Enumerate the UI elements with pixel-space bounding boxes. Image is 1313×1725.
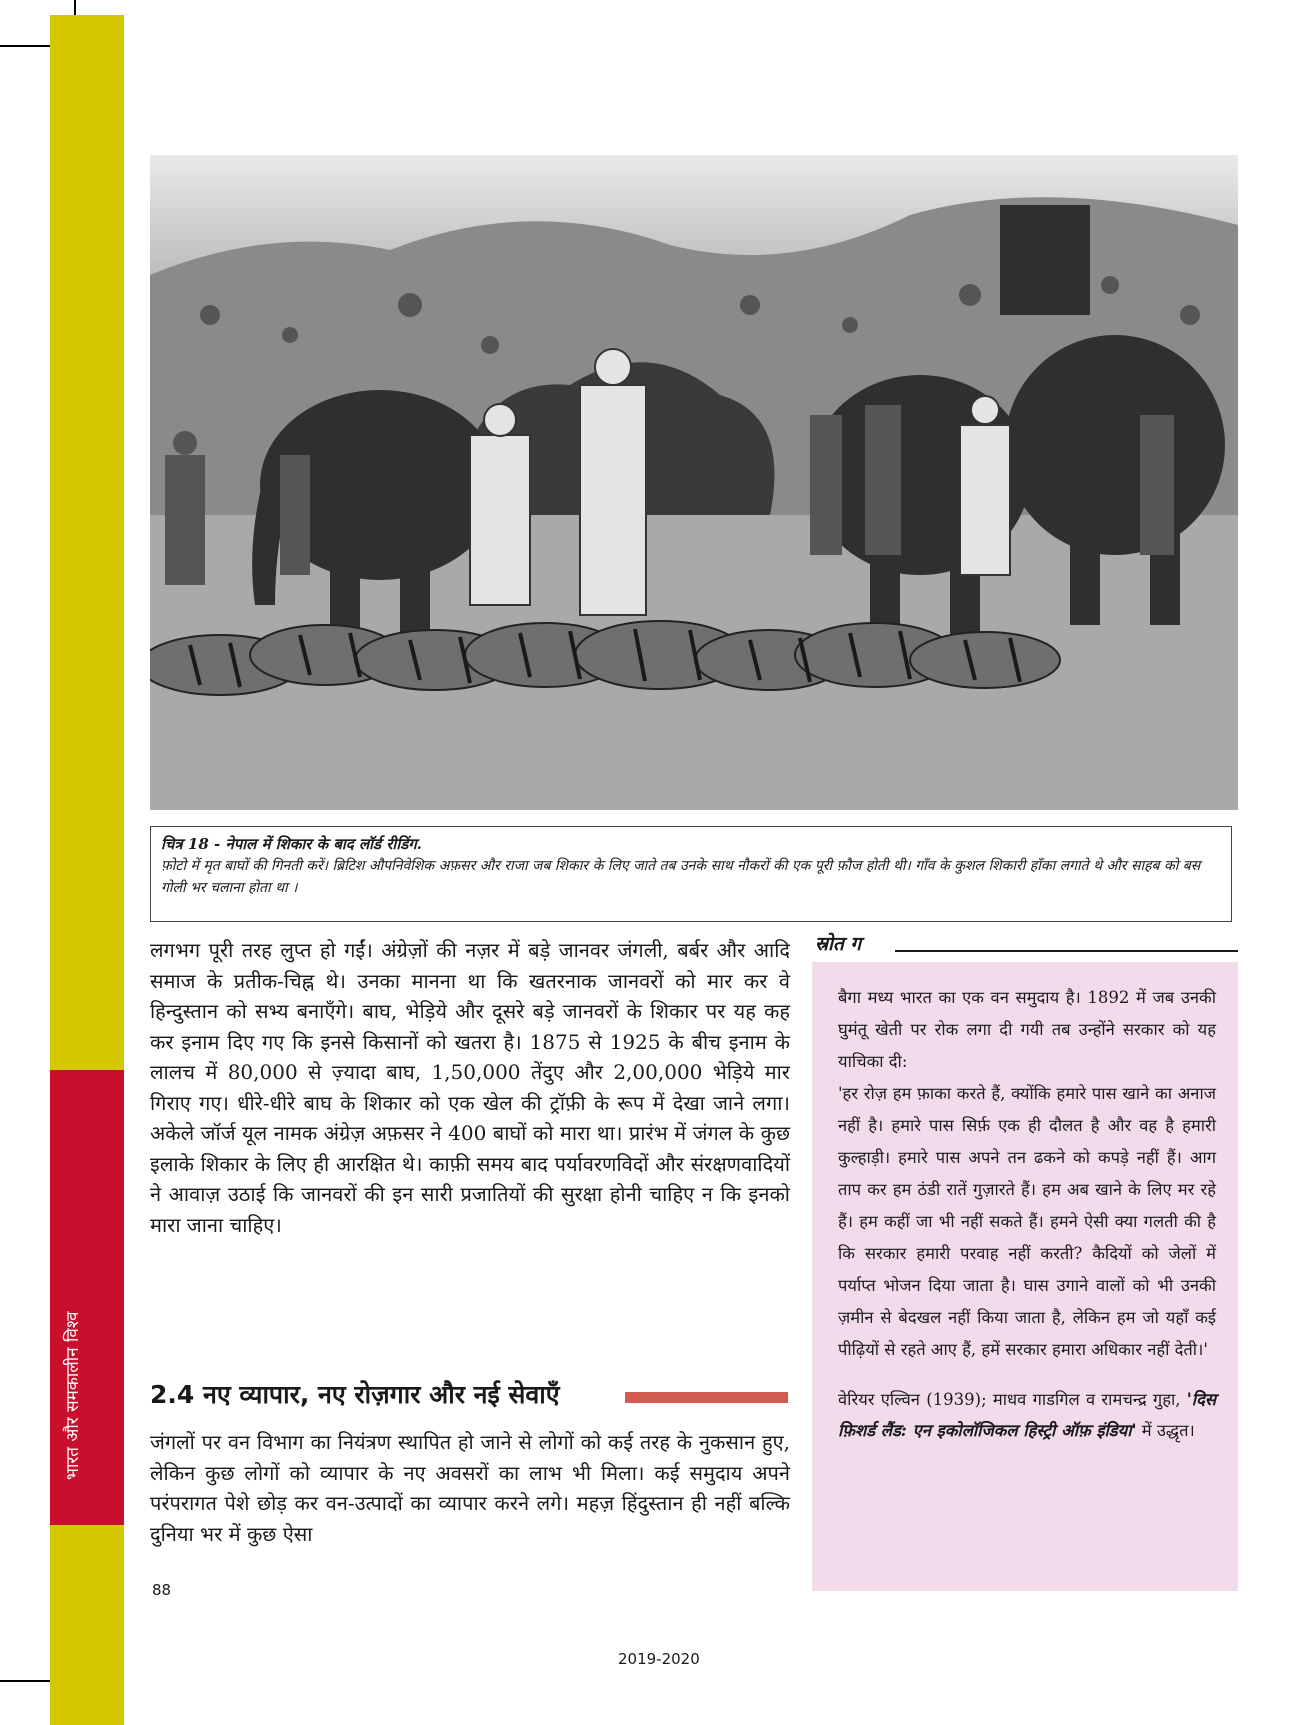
source-label: स्रोत ग [815, 933, 862, 955]
page-number: 88 [152, 1581, 172, 1599]
source-quote: 'हर रोज़ हम फ़ाका करते हैं, क्योंकि हमारे पास खाने का अनाज नहीं है। हमारे पास सिर्फ़ एक ही दौलत है और वह है हमारी कुल्हाड़ी। हमारे पास अपने तन ढकने को कपड़े नहीं हैं। आग ताप कर हम ठंडी रातें गुज़ारते हैं। हम अब खाने के लिए मर रहे हैं। हम कहीं जा भी नहीं सकते हैं। हमने ऐसी क्या गलती की है कि सरकार हमारी परवाह नहीं करती? कैदियों को जेलों में पर्याप्त भोजन दिया जाता है। घास उगाने वालों को भी उनकी ज़मीन से बेदखल नहीं किया जाता है, लेकिन हम जो यहाँ कई पीढ़ियों से रहते आए हैं, हमें सरकार हमारा अधिकार नहीं देती।' [838, 1084, 1216, 1359]
figure-caption-text: फ़ोटो में मृत बाघों की गिनती करें। ब्रिटिश औपनिवेशिक अफ़सर और राजा जब शिकार के लिए जाते तब उनके साथ नौकरों की एक पूरी फ़ौज होती थी। गाँव के कुशल शिकारी हाँका लगाते थे और साहब को बस गोली भर चलाना होता था । [161, 858, 1201, 896]
source-box [812, 962, 1238, 1591]
footer-year: 2019-2020 [618, 1650, 700, 1668]
body-paragraph-1: लगभग पूरी तरह लुप्त हो गईं। अंग्रेज़ों की नज़र में बड़े जानवर जंगली, बर्बर और आदि समाज के प्रतीक-चिह्न थे। उनका मानना था कि खतरनाक जानवरों को मार कर वे हिन्दुस्तान को सभ्य बनाएँगे। बाघ, भेड़िये और दूसरे बड़े जानवरों के शिकार पर यह कह कर इनाम दिए गए कि इनसे किसानों को खतरा है। 1875 से 1925 के बीच इनाम के लालच में 80,000 से ज़्यादा बाघ, 1,50,000 तेंदुए और 2,00,000 भेड़िये मार गिराए गए। धीरे-धीरे बाघ के शिकार को एक खेल की ट्रॉफ़ी के रूप में देखा जाने लगा। अकेले जॉर्ज यूल नामक अंग्रेज़ अफ़सर ने 400 बाघों को मारा था। प्रारंभ में जंगल के कुछ इलाके शिकार के लिए ही आरक्षित थे। काफ़ी समय बाद पर्यावरणविदों और संरक्षणवादियों ने आवाज़ उठाई कि जानवरों की इन सारी प्रजातियों की सुरक्षा होनी चाहिए न कि इनको मारा जाना चाहिए। [150, 938, 790, 1237]
source-citation-book: 'दिस फ़िशर्ड लैंड: एन इकोलॉजिकल हिस्ट्री ऑफ़ इंडिया' [838, 1390, 1216, 1440]
source-citation [838, 1384, 1216, 1446]
crop-mark [0, 1680, 50, 1682]
section-heading-bar [625, 1392, 788, 1403]
crop-mark [0, 45, 50, 47]
figure-caption-title: चित्र 18 - नेपाल में शिकार के बाद लॉर्ड रीडिंग. [161, 835, 422, 853]
hunting-photograph [150, 155, 1238, 810]
body-paragraph-2: जंगलों पर वन विभाग का नियंत्रण स्थापित हो जाने से लोगों को कई तरह के नुकसान हुए, लेकिन कुछ लोगों को व्यापार के नए अवसरों का लाभ भी मिला। कई समुदाय अपने परंपरागत पेशे छोड़ कर वन-उत्पादों का व्यापार करने लगे। महज़ हिंदुस्तान ही नहीं बल्कि दुनिया भर में कुछ ऐसा [150, 1430, 790, 1546]
source-citation-suffix: में उद्धृत। [1141, 1421, 1195, 1440]
photo-illustration [150, 155, 1238, 810]
figure-caption [150, 826, 1232, 922]
source-rule [895, 950, 1238, 952]
source-citation-authors: वेरियर एल्विन (1939); माधव गाडगिल व रामचन्द्र गुहा, [838, 1390, 1181, 1409]
crop-mark [74, 0, 76, 15]
source-intro: बैगा मध्य भारत का एक वन समुदाय है। 1892 में जब उनकी घुमंतू खेती पर रोक लगा दी गयी तब उन्होंने सरकार को यह याचिका दी: [838, 988, 1216, 1071]
side-book-title: भारत और समकालीन विश्व [63, 1311, 83, 1480]
section-heading: 2.4 नए व्यापार, नए रोज़गार और नई सेवाएँ [150, 1380, 560, 1409]
